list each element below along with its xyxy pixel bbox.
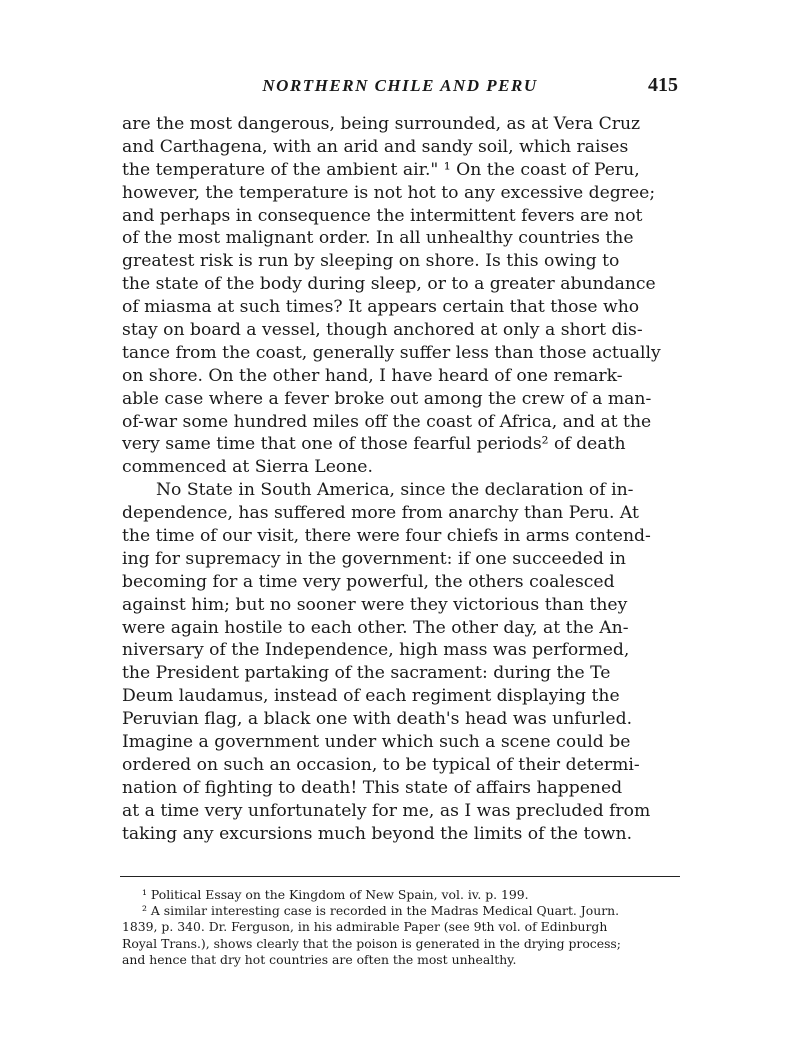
text-line: of-war some hundred miles off the coast of Africa, and at the xyxy=(122,411,652,432)
text-line: ordered on such an occasion, to be typical of their determi- xyxy=(122,754,640,775)
text-line: niversary of the Independence, high mass was performed, xyxy=(122,640,630,661)
text-line: greatest risk is run by sleeping on shore. Is this owing to xyxy=(122,251,620,272)
footnote-line: and hence that dry hot countries are often the most unhealthy. xyxy=(122,951,517,967)
text-line: of miasma at such times? It appears certain that those who xyxy=(122,297,640,318)
text-line: becoming for a time very powerful, the others coalesced xyxy=(122,571,615,592)
text-line: stay on board a vessel, though anchored at only a short dis- xyxy=(122,320,643,341)
text-line: ing for supremacy in the government: if one succeeded in xyxy=(122,548,626,569)
text-line: of the most malignant order. In all unhealthy countries the xyxy=(122,228,634,249)
text-line: tance from the coast, generally suffer less than those actually xyxy=(122,342,661,363)
text-line: and Carthagena, with an arid and sandy soil, which raises xyxy=(122,136,629,157)
text-line: the temperature of the ambient air." ¹ On the coast of Peru, xyxy=(122,159,640,180)
text-line: however, the temperature is not hot to any excessive degree; xyxy=(122,182,656,203)
text-line: taking any excursions much beyond the limits of the town. xyxy=(122,823,633,844)
footnote-line: ¹ Political Essay on the Kingdom of New Spain, vol. iv. p. 199. xyxy=(142,887,529,902)
text-line: able case where a fever broke out among the crew of a man- xyxy=(122,388,652,409)
text-line: were again hostile to each other. The other day, at the An- xyxy=(122,617,629,638)
text-line: on shore. On the other hand, I have heard of one remark- xyxy=(122,365,623,386)
text-line: the state of the body during sleep, or to a greater abundance xyxy=(122,274,656,295)
text-line: dependence, has suffered more from anarchy than Peru. At xyxy=(122,503,639,524)
text-line: Peruvian flag, a black one with death's head was unfurled. xyxy=(122,709,633,730)
text-line: commenced at Sierra Leone. xyxy=(122,457,373,478)
text-line: Deum laudamus, instead of each regiment displaying the xyxy=(122,686,620,707)
text-line: and perhaps in consequence the intermittent fevers are not xyxy=(122,205,643,226)
footnotes xyxy=(122,887,682,968)
running-header xyxy=(122,76,678,102)
footnote-line: Royal Trans.), shows clearly that the poison is generated in the drying process; xyxy=(122,935,621,951)
text-line: at a time very unfortunately for me, as I was precluded from xyxy=(122,800,651,821)
text-line: are the most dangerous, being surrounded, as at Vera Cruz xyxy=(122,114,641,134)
body-text xyxy=(122,113,684,846)
footnote-line: ² A similar interesting case is recorded in the Madras Medical Quart. Journ. xyxy=(142,903,620,919)
text-line: nation of fighting to death! This state of affairs happened xyxy=(122,777,623,798)
text-line: very same time that one of those fearful periods² of death xyxy=(122,434,626,455)
footnote-line: 1839, p. 340. Dr. Ferguson, in his admirable Paper (see 9th vol. of Edinburgh xyxy=(122,919,608,935)
page-number: 415 xyxy=(648,74,678,96)
running-title: NORTHERN CHILE AND PERU xyxy=(262,76,538,95)
text-line: against him; but no sooner were they victorious than they xyxy=(122,594,628,615)
text-line: the time of our visit, there were four chiefs in arms contend- xyxy=(122,526,651,547)
footnote-rule xyxy=(120,876,680,877)
text-line: No State in South America, since the declaration of in- xyxy=(156,480,634,501)
text-line: the President partaking of the sacrament: during the Te xyxy=(122,663,611,684)
text-line: Imagine a government under which such a scene could be xyxy=(122,732,631,753)
